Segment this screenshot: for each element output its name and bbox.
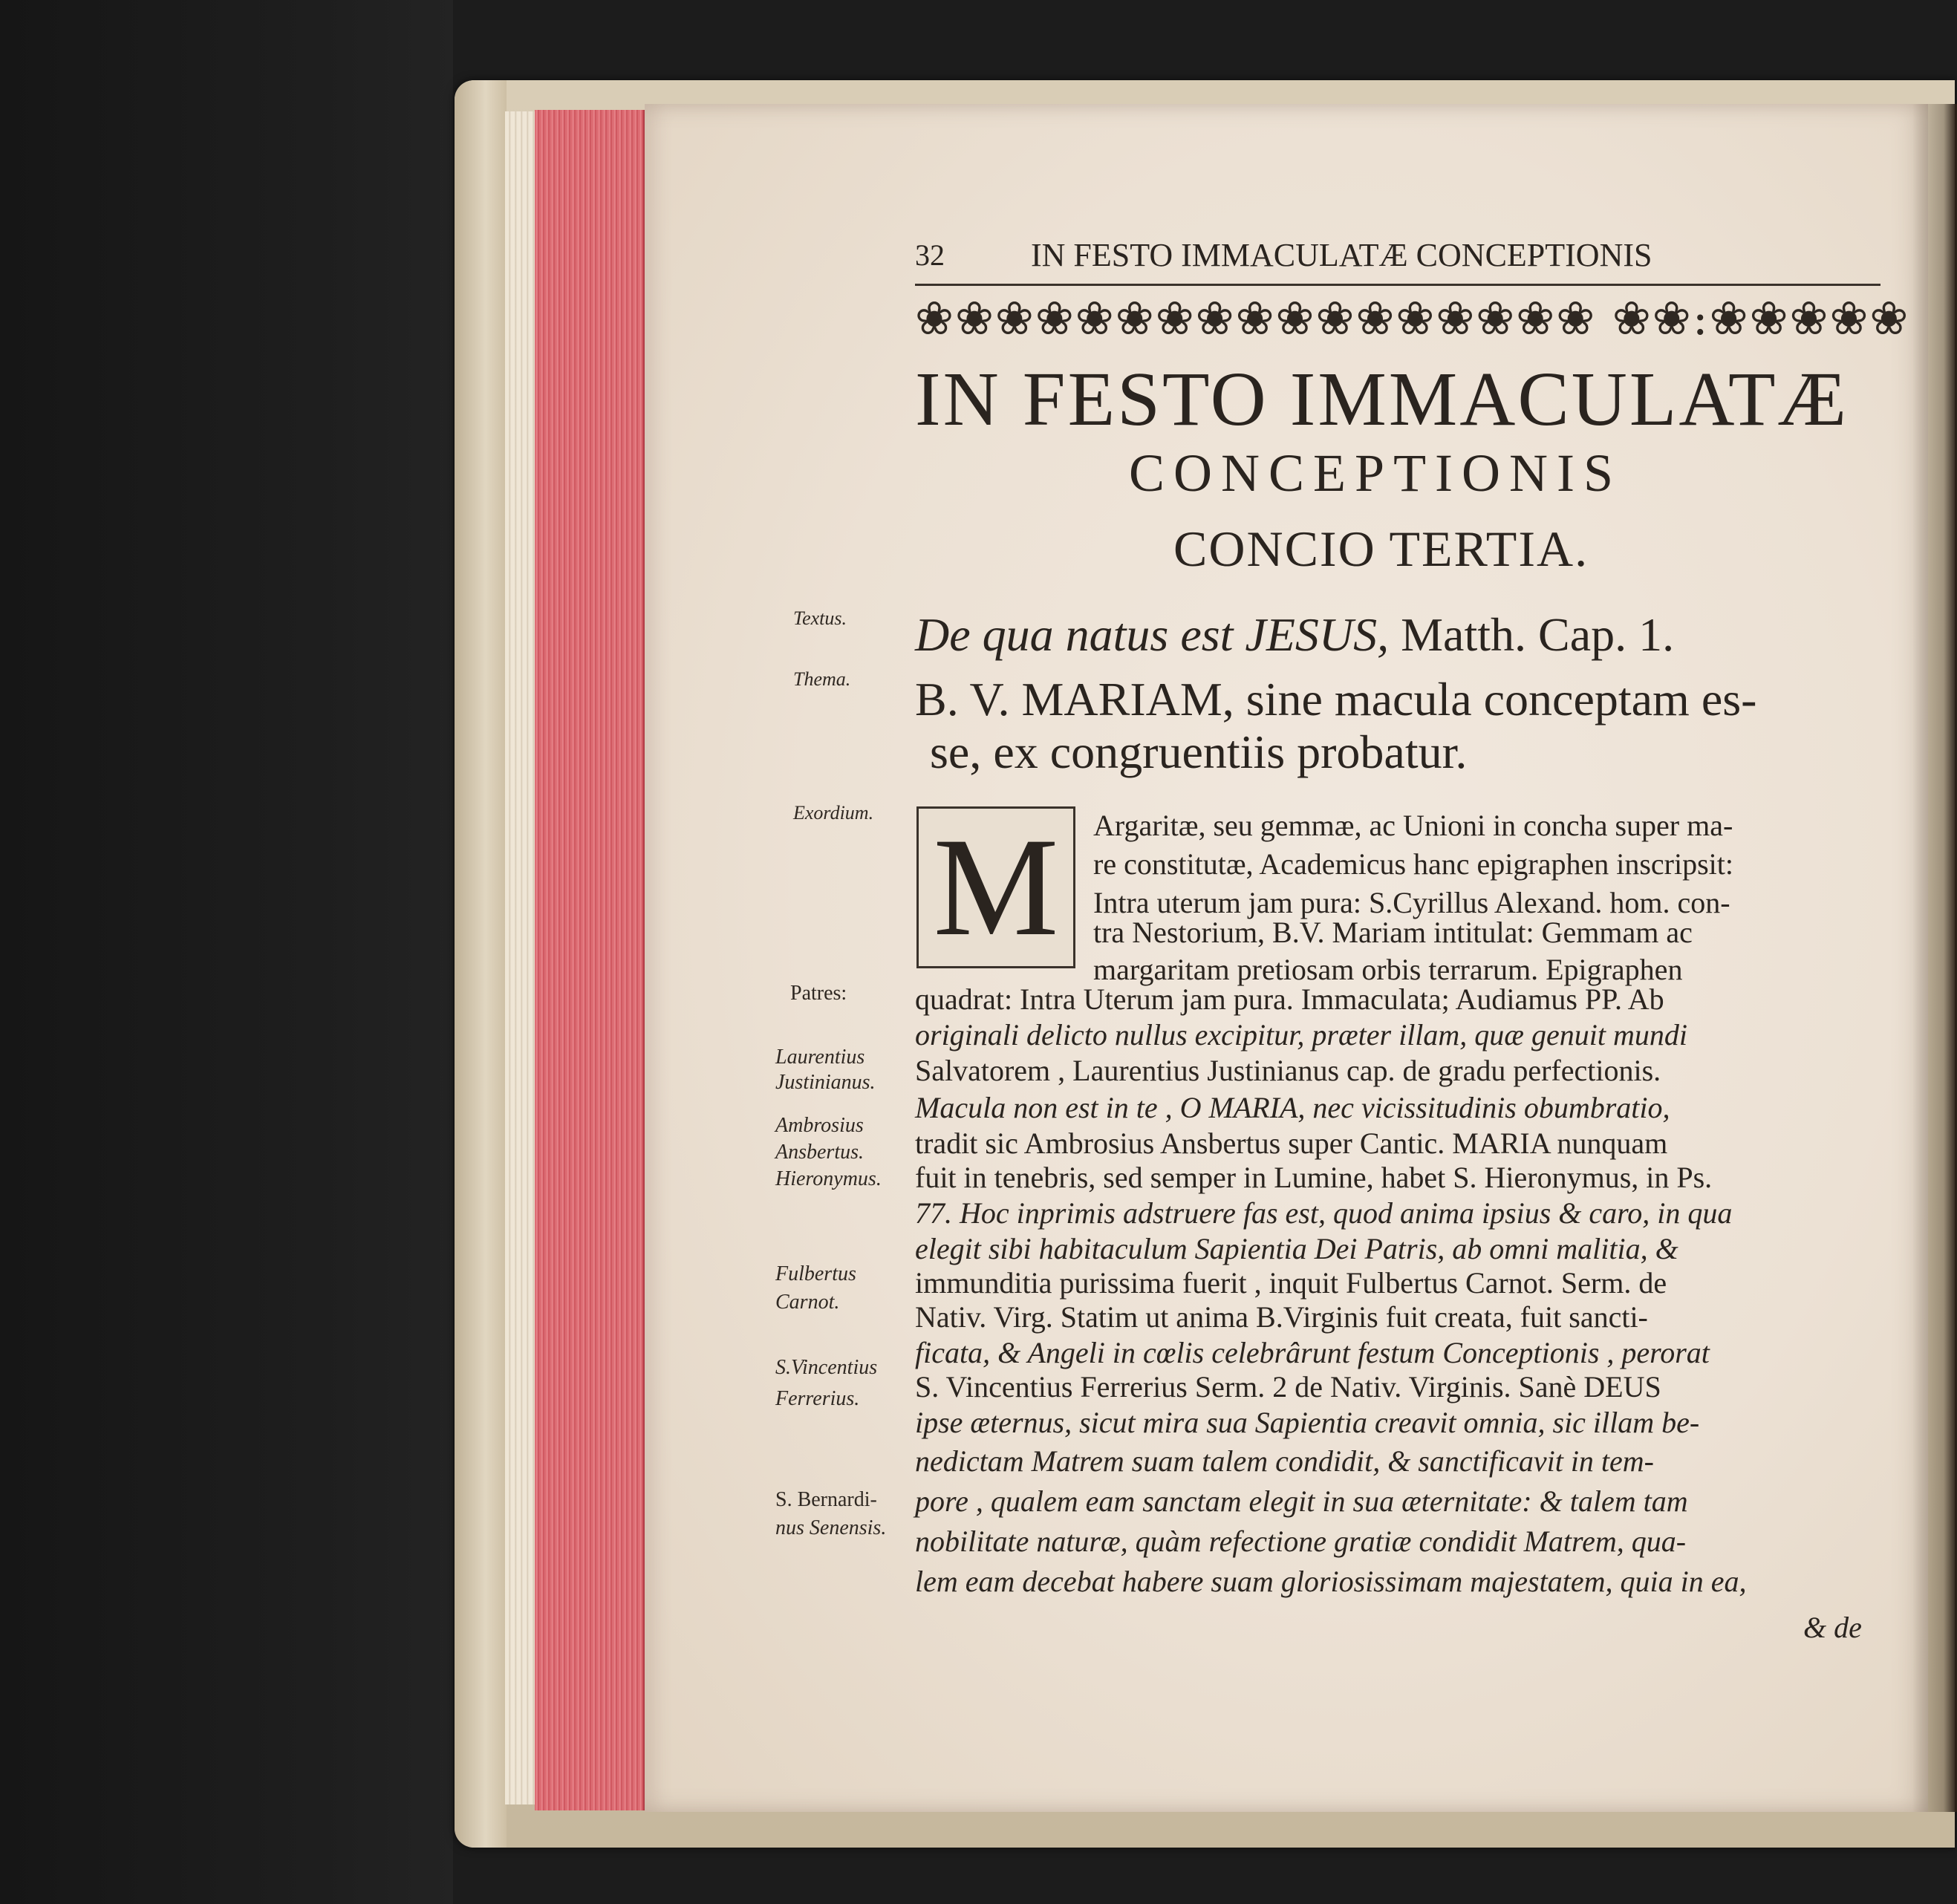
cover-fold [455, 80, 507, 1848]
dark-background [0, 0, 453, 1904]
body-line: margaritam pretiosam orbis terrarum. Epigraphen [1093, 953, 1683, 986]
body-line: 77. Hoc inprimis adstruere fas est, quod anima ipsius & caro, in qua [915, 1196, 1733, 1230]
textus-label: Textus. [793, 607, 847, 629]
margin-fulbertus-2: Carnot. [775, 1291, 840, 1314]
head-rule [915, 284, 1881, 286]
body-line: pore , qualem eam sanctam elegit in sua æternitate: & talem tam [915, 1484, 1688, 1518]
body-line: tradit sic Ambrosius Ansbertus super Cantic. MARIA nunquam [915, 1127, 1668, 1160]
body-line: nobilitate naturæ, quàm refectione gratiæ condidit Matrem, qua- [915, 1525, 1687, 1558]
margin-patres: Patres: [790, 982, 847, 1005]
running-head: IN FESTO IMMACULATÆ CONCEPTIONIS [1031, 237, 1652, 273]
body-line: Argaritæ, seu gemmæ, ac Unioni in concha super ma- [1093, 809, 1733, 842]
body-line: ipse æternus, sicut mira sua Sapientia creavit omnia, sic illam be- [915, 1406, 1700, 1439]
margin-bernardinus-2: nus Senensis. [775, 1516, 887, 1539]
margin-laurentius-1: Laurentius [775, 1046, 865, 1069]
margin-vincentius-1: S.Vincentius [775, 1356, 878, 1379]
body-line: fuit in tenebris, sed semper in Lumine, habet S. Hieronymus, in Ps. [915, 1161, 1713, 1194]
body-line: tra Nestorium, B.V. Mariam intitulat: Gemmam ac [1093, 916, 1693, 949]
drop-cap-letter: M [933, 809, 1059, 965]
margin-laurentius-2: Justinianus. [775, 1071, 876, 1094]
body-line: immunditia purissima fuerit , inquit Fulbertus Carnot. Serm. de [915, 1266, 1667, 1300]
gutter-shadow [1912, 104, 1957, 1812]
thema-line-2: se, ex congruentiis probatur. [930, 726, 1468, 778]
exordium-label: Exordium. [793, 802, 874, 824]
margin-ambrosius-2: Ansbertus. [775, 1141, 864, 1164]
body-line: elegit sibi habitaculum Sapientia Dei Patris, ab omni malitia, & [915, 1232, 1678, 1265]
textus-roman: Matth. Cap. 1. [1389, 608, 1675, 661]
body-line: Intra uterum jam pura: S.Cyrillus Alexand. hom. con- [1093, 886, 1730, 919]
thema-label: Thema. [793, 668, 851, 690]
textus-italic: De qua natus est JESUS, [915, 608, 1390, 661]
body-line: Nativ. Virg. Statim ut anima B.Virginis fuit creata, fuit sancti- [915, 1300, 1648, 1334]
margin-bernardinus-1: S. Bernardi- [775, 1488, 877, 1511]
ornament-band: ❀❀❀❀❀❀❀❀❀❀❀❀❀❀❀❀❀ ❀❀:❀❀❀❀❀ [915, 291, 1910, 345]
body-line: ficata, & Angeli in cœlis celebrârunt festum Conceptionis , perorat [915, 1336, 1710, 1369]
margin-hieronymus: Hieronymus. [775, 1167, 882, 1190]
title-line-2: CONCEPTIONIS [1129, 443, 1623, 503]
page-number: 32 [915, 238, 945, 272]
body-line: re constitutæ, Academicus hanc epigraphen inscripsit: [1093, 847, 1733, 881]
margin-fulbertus-1: Fulbertus [775, 1262, 856, 1285]
title-line-3: CONCIO TERTIA. [1173, 521, 1589, 577]
body-line: lem eam decebat habere suam gloriosissimam majestatem, quia in ea, [915, 1565, 1747, 1598]
catchword: & de [1803, 1611, 1862, 1644]
body-line: Salvatorem , Laurentius Justinianus cap. de gradu perfectionis. [915, 1054, 1661, 1087]
body-line: nedictam Matrem suam talem condidit, & sanctificavit in tem- [915, 1444, 1654, 1478]
body-line: quadrat: Intra Uterum jam pura. Immaculata; Audiamus PP. Ab [915, 982, 1664, 1016]
red-page-edges [535, 110, 645, 1810]
title-line-1: IN FESTO IMMACULATÆ [915, 356, 1849, 442]
thema-line-1: B. V. MARIAM, sine macula conceptam es- [915, 673, 1757, 726]
textus-line [915, 607, 1674, 662]
body-line: Macula non est in te , O MARIA, nec vicissitudinis obumbratio, [915, 1091, 1670, 1124]
margin-vincentius-2: Ferrerius. [775, 1387, 860, 1410]
body-line: S. Vincentius Ferrerius Serm. 2 de Nativ. Virginis. Sanè DEUS [915, 1370, 1661, 1403]
body-line: originali delicto nullus excipitur, præter illam, quæ genuit mundi [915, 1018, 1687, 1052]
drop-cap-frame [916, 806, 1075, 968]
margin-ambrosius-1: Ambrosius [775, 1114, 864, 1137]
